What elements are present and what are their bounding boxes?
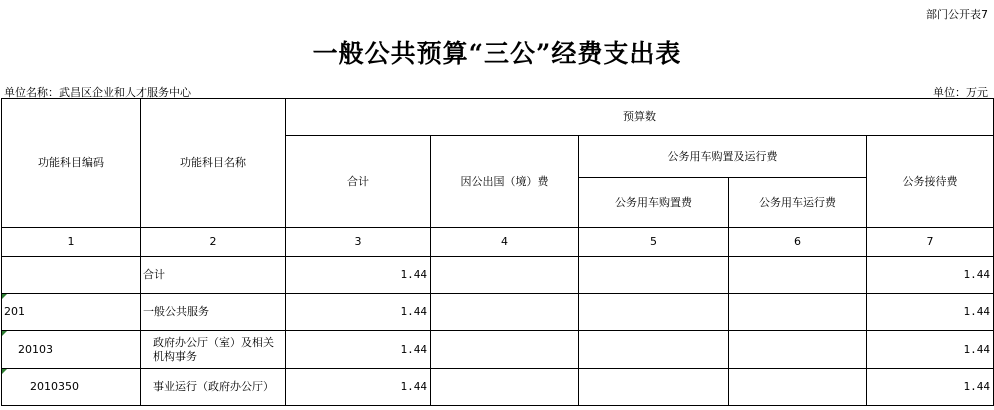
header-name: 功能科目名称	[141, 99, 286, 228]
row-name: 一般公共服务	[141, 294, 286, 331]
header-reception: 公务接待费	[867, 136, 994, 228]
row-vehicle-purchase	[579, 369, 729, 406]
page-title: 一般公共预算“三公”经费支出表	[312, 39, 682, 68]
table-row	[2, 294, 994, 331]
currency-unit: 单位：万元	[933, 86, 988, 99]
header-vehicle-purchase: 公务用车购置费	[579, 178, 729, 228]
table-row	[2, 257, 994, 294]
header-code: 功能科目编码	[2, 99, 141, 228]
row-reception: 1.44	[867, 294, 994, 331]
row-abroad	[431, 331, 579, 369]
header-vehicle-operation: 公务用车运行费	[729, 178, 867, 228]
row-total: 1.44	[286, 369, 431, 406]
row-abroad	[431, 294, 579, 331]
row-vehicle-operation	[729, 369, 867, 406]
row-vehicle-purchase	[579, 257, 729, 294]
header-vehicle-group: 公务用车购置及运行费	[579, 136, 867, 178]
column-number: 3	[286, 228, 431, 257]
row-reception: 1.44	[867, 331, 994, 369]
header-abroad: 因公出国（境）费	[431, 136, 579, 228]
column-number: 1	[2, 228, 141, 257]
row-code: 20103	[2, 331, 141, 369]
row-vehicle-operation	[729, 294, 867, 331]
table-row	[2, 369, 994, 406]
row-name: 合计	[141, 257, 286, 294]
column-number: 5	[579, 228, 729, 257]
row-name: 政府办公厅（室）及相关机构事务	[141, 331, 286, 369]
header-total: 合计	[286, 136, 431, 228]
row-reception: 1.44	[867, 369, 994, 406]
row-total: 1.44	[286, 331, 431, 369]
row-abroad	[431, 369, 579, 406]
table-row	[2, 331, 994, 369]
row-code: 201	[2, 294, 141, 331]
column-number: 6	[729, 228, 867, 257]
row-abroad	[431, 257, 579, 294]
row-total: 1.44	[286, 257, 431, 294]
header-budget: 预算数	[286, 99, 994, 136]
expense-table	[1, 98, 994, 406]
column-number: 7	[867, 228, 994, 257]
row-reception: 1.44	[867, 257, 994, 294]
row-code	[2, 257, 141, 294]
column-number: 4	[431, 228, 579, 257]
row-code: 2010350	[2, 369, 141, 406]
form-number: 部门公开表7	[926, 8, 988, 21]
row-vehicle-operation	[729, 331, 867, 369]
unit-name: 单位名称：武昌区企业和人才服务中心	[4, 86, 191, 99]
row-total: 1.44	[286, 294, 431, 331]
row-name: 事业运行（政府办公厅）	[141, 369, 286, 406]
row-vehicle-operation	[729, 257, 867, 294]
row-vehicle-purchase	[579, 331, 729, 369]
column-number-row	[2, 228, 994, 257]
row-vehicle-purchase	[579, 294, 729, 331]
column-number: 2	[141, 228, 286, 257]
